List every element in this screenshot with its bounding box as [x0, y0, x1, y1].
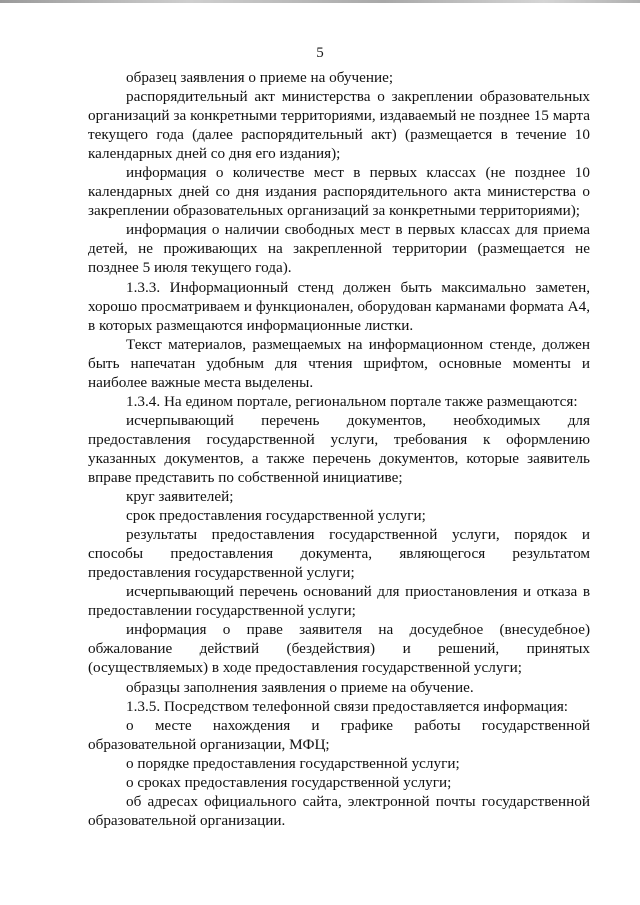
page-number: 5: [316, 45, 324, 61]
paragraph: информация о количестве мест в первых классах (не позднее 10 календарных дней со дня издания распорядительного акта министерства о закреплении образовательных организаций за конкретными территориями);: [88, 164, 590, 220]
paragraph: образцы заполнения заявления о приеме на обучение.: [126, 678, 474, 696]
section-paragraph: 1.3.3. Информационный стенд должен быть максимально заметен, хорошо просматриваем и функционален, оборудован карманами формата А4, в которых размещаются информационные листки.: [88, 278, 590, 334]
paragraph: Текст материалов, размещаемых на информационном стенде, должен быть напечатан удобным для чтения шрифтом, основные моменты и наиболее важные места выделены.: [88, 335, 590, 391]
scan-top-edge: [0, 0, 640, 3]
paragraph: об адресах официального сайта, электронной почты государственной образовательной организации.: [88, 792, 590, 829]
paragraph: круг заявителей;: [126, 488, 234, 506]
paragraph: срок предоставления государственной услуги;: [126, 507, 426, 525]
paragraph: исчерпывающий перечень оснований для приостановления и отказа в предоставлении государственной услуги;: [88, 583, 590, 620]
paragraph: информация о наличии свободных мест в первых классах для приема детей, не проживающих на закрепленной территории (размещается не позднее 5 июля текущего года).: [88, 221, 590, 277]
document-body: [88, 68, 590, 830]
section-paragraph: 1.3.5. Посредством телефонной связи предоставляется информация:: [126, 697, 569, 715]
paragraph: о порядке предоставления государственной услуги;: [126, 754, 460, 772]
section-paragraph: 1.3.4. На едином портале, региональном портале также размещаются:: [126, 392, 578, 410]
paragraph: о сроках предоставления государственной услуги;: [126, 773, 452, 791]
paragraph: образец заявления о приеме на обучение;: [126, 69, 394, 86]
paragraph: информация о праве заявителя на досудебное (внесудебное) обжалование действий (бездействия) и решений, принятых (осуществляемых) в ходе предоставления государственной услуги;: [88, 621, 590, 677]
paragraph: распорядительный акт министерства о закреплении образовательных организаций за конкретными территориями, издаваемый не позднее 15 марта текущего года (далее распорядительный акт) (размещается в течение 10 календарных дней со дня его издания);: [88, 88, 590, 163]
paragraph: о месте нахождения и графике работы государственной образовательной организации, МФЦ;: [88, 716, 590, 753]
paragraph: результаты предоставления государственной услуги, порядок и способы предоставления документа, являющегося результатом предоставления государственной услуги;: [88, 526, 590, 582]
paragraph: исчерпывающий перечень документов, необходимых для предоставления государственной услуги, требования к оформлению указанных документов, а также перечень документов, которые заявитель вправе представить по собственной инициативе;: [88, 411, 590, 486]
